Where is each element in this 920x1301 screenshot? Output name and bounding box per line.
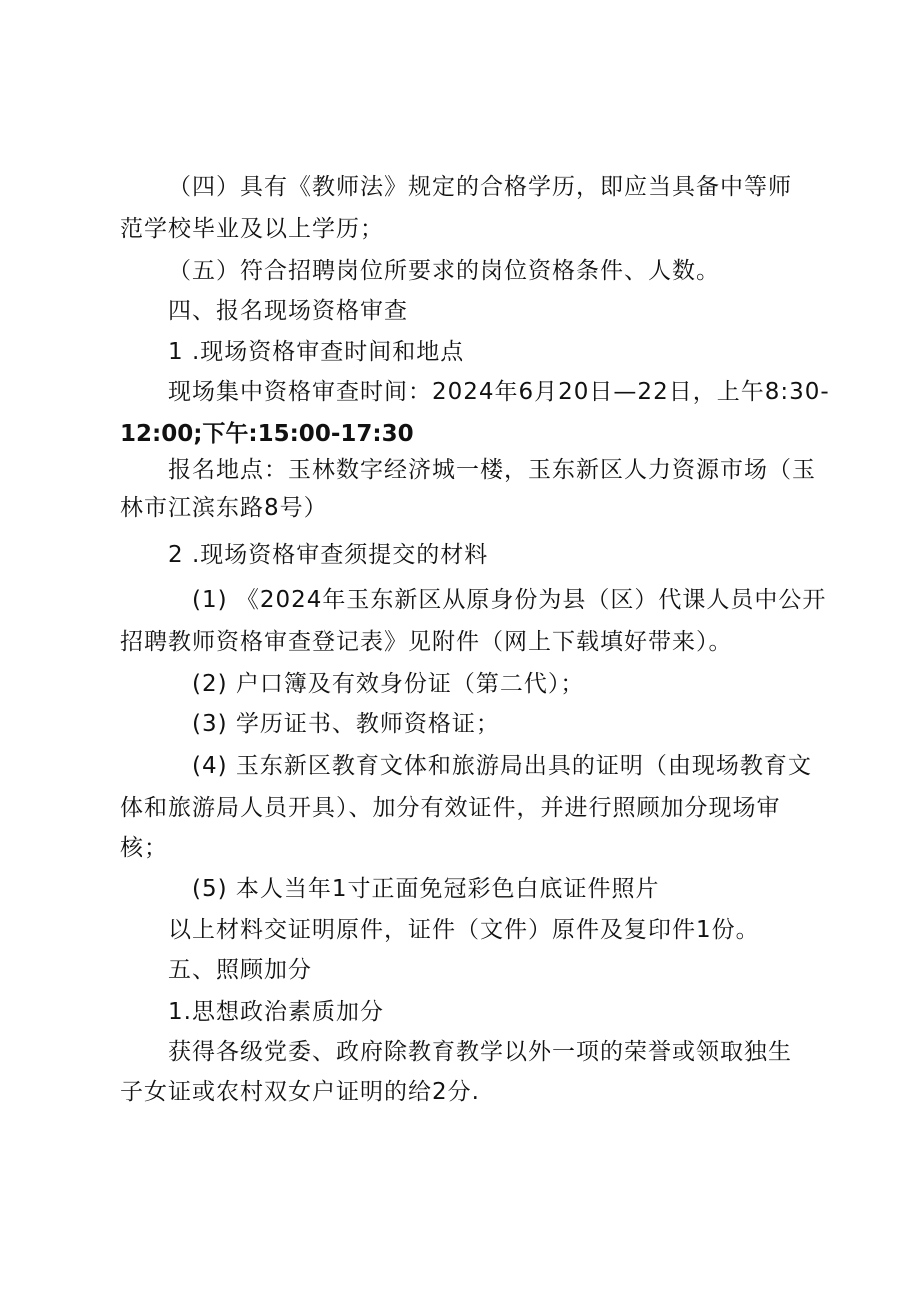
- subsection-heading: 2 .现场资格审查须提交的材料: [168, 542, 489, 568]
- list-item: (1) 《2024年玉东新区从原身份为县（区）代课人员中公开: [192, 587, 827, 613]
- paragraph-line: 报名地点：玉林数字经济城一楼，玉东新区人力资源市场（玉: [168, 457, 816, 483]
- list-item-continuation: 体和旅游局人员开具）、加分有效证件，并进行照顾加分现场审: [120, 795, 781, 821]
- paragraph-line: 获得各级党委、政府除教育教学以外一项的荣誉或领取独生: [168, 1039, 792, 1065]
- paragraph-line: 以上材料交证明原件，证件（文件）原件及复印件1份。: [168, 917, 760, 943]
- paragraph-line: （四）具有《教师法》规定的合格学历，即应当具备中等师: [168, 174, 792, 200]
- section-heading: 四、报名现场资格审查: [168, 298, 408, 324]
- section-heading: 五、照顾加分: [168, 957, 312, 983]
- list-item: (2) 户口簿及有效身份证（第二代）；: [192, 671, 585, 697]
- list-item-continuation: 核；: [120, 835, 168, 861]
- paragraph-line: 子女证或农村双女户证明的给2分.: [120, 1079, 480, 1105]
- paragraph-line: （五）符合招聘岗位所要求的岗位资格条件、人数。: [168, 258, 720, 284]
- paragraph-line: 林市江滨东路8号）: [120, 495, 328, 521]
- list-item: (4) 玉东新区教育文体和旅游局出具的证明（由现场教育文: [192, 753, 812, 779]
- paragraph-line: 范学校毕业及以上学历；: [120, 216, 384, 242]
- subsection-heading: 1 .现场资格审查时间和地点: [168, 339, 465, 365]
- subsection-heading: 1.思想政治素质加分: [168, 999, 384, 1025]
- list-item: (3) 学历证书、教师资格证；: [192, 711, 500, 737]
- paragraph-line: 12:00;下午:15:00-17:30: [120, 421, 414, 447]
- list-item: (5) 本人当年1寸正面免冠彩色白底证件照片: [192, 876, 660, 902]
- list-item-continuation: 招聘教师资格审查登记表》见附件（网上下载填好带来）。: [120, 629, 733, 655]
- paragraph-line: 现场集中资格审查时间：2024年6月20日—22日，上午8:30-: [168, 379, 830, 405]
